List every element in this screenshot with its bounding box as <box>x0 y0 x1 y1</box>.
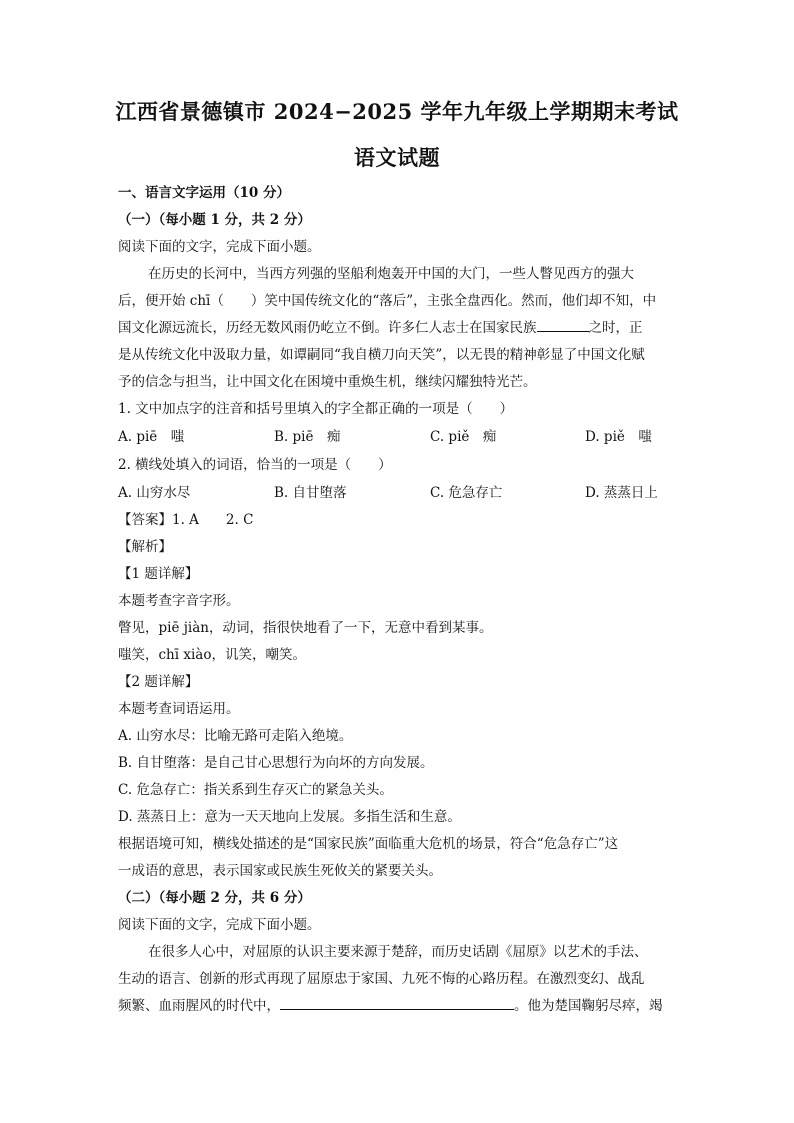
passage-text: 国文化源远流长，历经无数风雨仍屹立不倒。许多仁人志士在国家民族 <box>118 320 537 336</box>
q1-detail-line: 本题考查字音字形。 <box>118 593 240 609</box>
q1-detail-line: 嗤笑，chī xiào，讥笑，嘲笑。 <box>118 647 306 663</box>
passage-text: 之时，正 <box>588 320 643 336</box>
q1-detail-label: 【1 题详解】 <box>118 566 199 582</box>
passage-line <box>118 316 643 336</box>
passage-line: 是从传统文化中汲取力量，如谭嗣同“我自横刀向天笑”，以无畏的精神彰显了中国文化赋 <box>118 347 645 363</box>
q2-detail-line: B. 自甘堕落：是自己甘心思想行为向坏的方向发展。 <box>118 755 434 771</box>
document-subtitle: 语文试题 <box>354 145 440 170</box>
q1-option-b: B. piē 痴 <box>274 429 341 445</box>
q2-option-b: B. 自甘堕落 <box>274 485 347 501</box>
q2-detail-line: A. 山穷水尽：比喻无路可走陷入绝境。 <box>118 728 353 744</box>
q2-option-d: D. 蒸蒸日上 <box>585 485 658 501</box>
q2-detail-line: 根据语境可知，横线处描述的是“国家民族”面临重大危机的场景，符合“危急存亡”这 <box>118 836 619 852</box>
question-1-stem: 1. 文中加点字的注音和括号里填入的字全都正确的一项是（ ） <box>118 401 514 417</box>
passage2-line <box>118 994 663 1014</box>
q1-option-d: D. piě 嗤 <box>585 429 652 445</box>
passage2-line: 生动的语言、创新的形式再现了屈原忠于家国、九死不悔的心路历程。在激烈变幻、战乱 <box>118 971 645 987</box>
q1-detail-line: 瞥见，piē jiàn，动词，指很快地看了一下，无意中看到某事。 <box>118 620 493 636</box>
part-heading-2: （二）（每小题 2 分，共 6 分） <box>118 890 311 906</box>
passage-line: 予的信念与担当，让中国文化在困境中重焕生机，继续闪耀独特光芒。 <box>118 374 537 390</box>
instruction-1: 阅读下面的文字，完成下面小题。 <box>118 239 321 255</box>
fill-blank-long <box>280 997 514 1010</box>
q2-detail-line: 一成语的意思，表示国家或民族生死攸关的紧要关头。 <box>118 863 442 879</box>
q2-detail-line: D. 蒸蒸日上：意为一天天地向上发展。多指生活和生意。 <box>118 809 461 825</box>
part-heading-1: （一）（每小题 1 分，共 2 分） <box>118 212 311 228</box>
question-2-stem: 2. 横线处填入的词语，恰当的一项是（ ） <box>118 457 392 473</box>
instruction-2: 阅读下面的文字，完成下面小题。 <box>118 917 321 933</box>
q2-option-a: A. 山穷水尽 <box>118 485 191 501</box>
q2-detail-line: 本题考查词语运用。 <box>118 701 240 717</box>
passage2-line: 在很多人心中，对屈原的认识主要来源于楚辞，而历史话剧《屈原》以艺术的手法、 <box>148 944 648 960</box>
q2-detail-line: C. 危急存亡：指关系到生存灭亡的紧急关头。 <box>118 782 393 798</box>
document-title: 江西省景德镇市 2024−2025 学年九年级上学期期末考试 <box>115 99 679 124</box>
passage2-text: 。他为楚国鞠躬尽瘁，竭 <box>514 998 663 1014</box>
q2-detail-label: 【2 题详解】 <box>118 674 199 690</box>
passage-line: 后，便开始 chī（ ）笑中国传统文化的“落后”，主张全盘西化。然而，他们却不知，中 <box>118 293 657 309</box>
q2-option-c: C. 危急存亡 <box>430 485 503 501</box>
q1-option-a: A. piē 嗤 <box>118 429 185 445</box>
q1-option-c: C. piě 痴 <box>430 429 497 445</box>
passage2-text: 频繁、血雨腥风的时代中， <box>118 998 280 1014</box>
fill-blank <box>537 319 589 332</box>
passage-line: 在历史的长河中，当西方列强的坚船利炮轰开中国的大门，一些人瞥见西方的强大 <box>148 266 634 282</box>
analysis-label: 【解析】 <box>118 539 172 555</box>
answer-line: 【答案】1. A 2. C <box>118 512 254 528</box>
section-heading: 一、语言文字运用（10 分） <box>118 185 290 201</box>
